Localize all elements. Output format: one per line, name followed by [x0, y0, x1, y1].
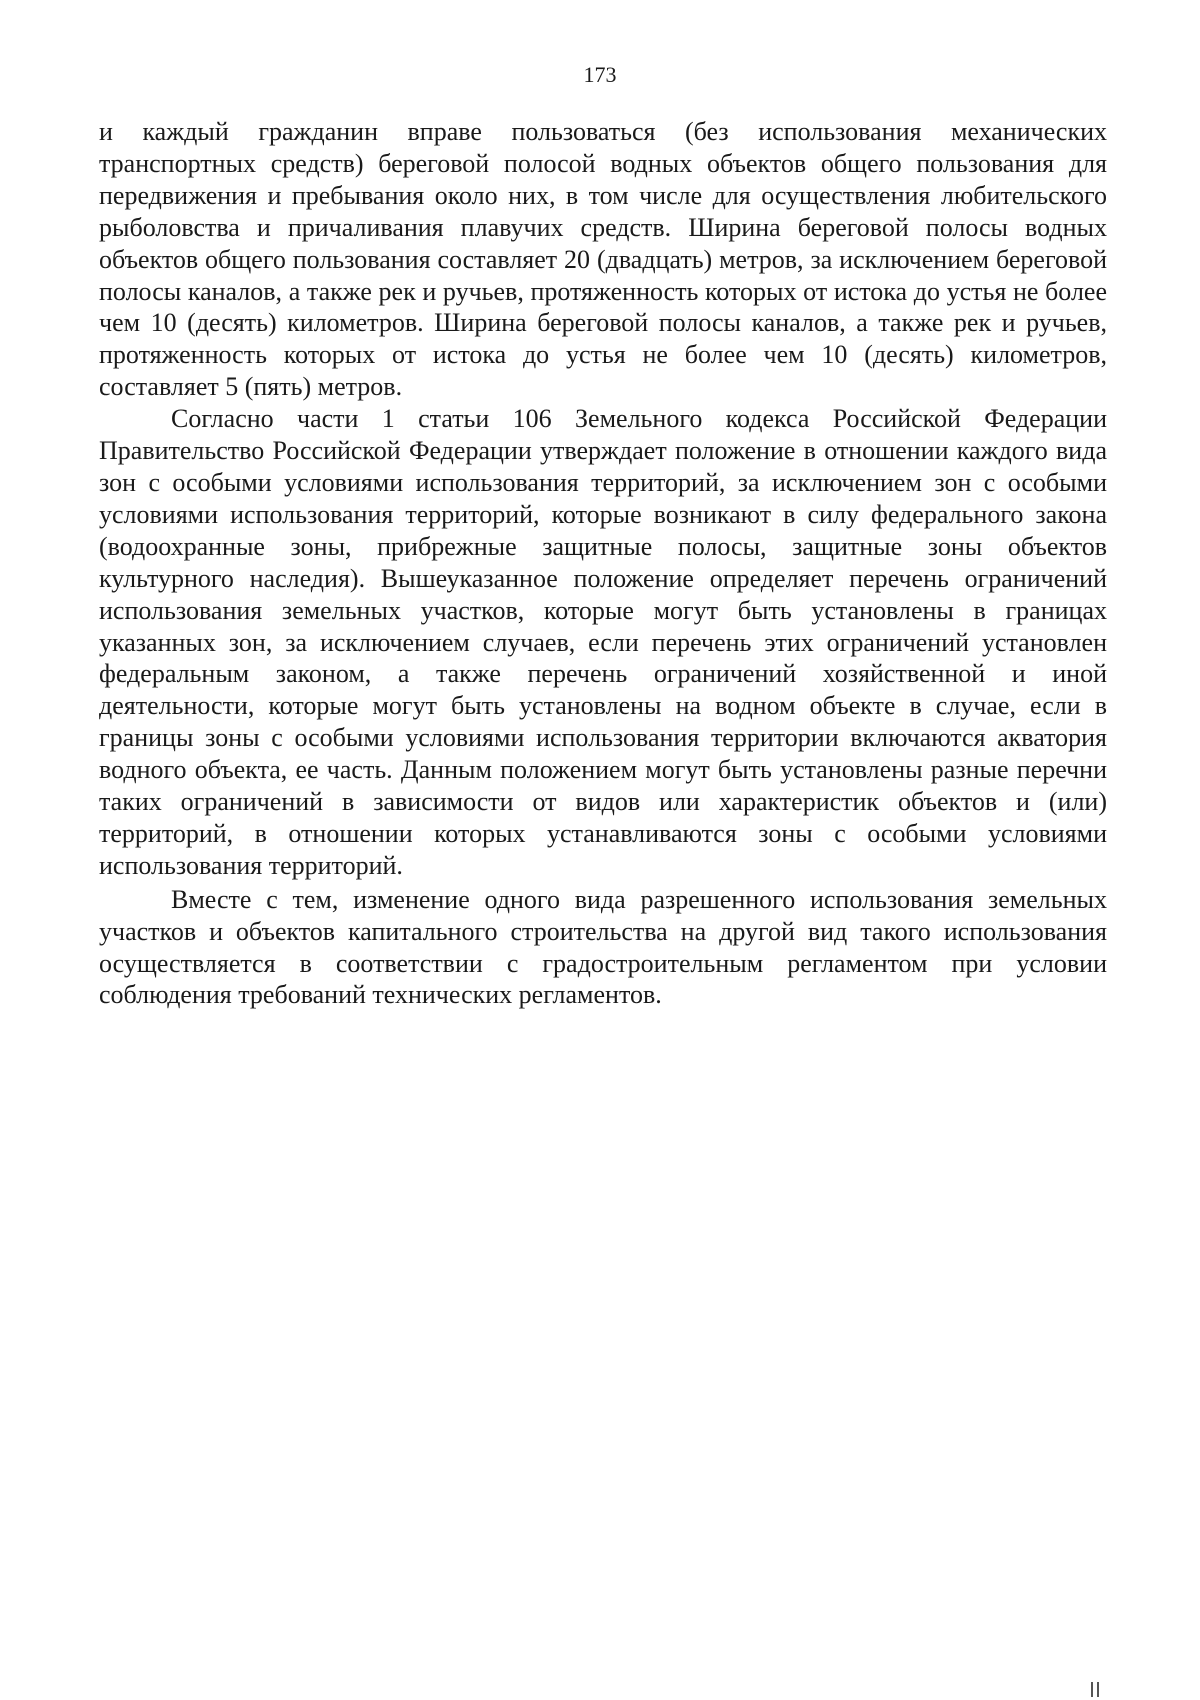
document-body	[99, 116, 1107, 1011]
paragraph-permitted-use: Вместе с тем, изменение одного вида разрешенного использования земельных участков и объектов капитального строительства на другой вид такого использования осуществляется в соответствии с градостроительным регламентом при условии соблюдения требований технических регламентов.	[99, 884, 1107, 1010]
scan-edge-marks	[1091, 1682, 1109, 1697]
page-number: 173	[583, 62, 617, 87]
paragraph-land-code: Согласно части 1 статьи 106 Земельного кодекса Российской Федерации Правительство Российской Федерации утверждает положение в отношении каждого вида зон с особыми условиями использования территорий, за исключением зон с особыми условиями использования территорий, которые возникают в силу федерального закона (водоохранные зоны, прибрежные защитные полосы, защитные зоны объектов культурного наследия). Вышеуказанное положение определяет перечень ограничений использования земельных участков, которые могут быть установлены в границах указанных зон, за исключением случаев, если перечень этих ограничений установлен федеральным законом, а также перечень ограничений хозяйственной и иной деятельности, которые могут быть установлены на водном объекте в случае, если в границы зоны с особыми условиями использования территории включаются акватория водного объекта, ее часть. Данным положением могут быть установлены разные перечни таких ограничений в зависимости от видов или характеристик объектов и (или) территорий, в отношении которых устанавливаются зоны с особыми условиями использования территорий.	[99, 404, 1107, 880]
paragraph-continuation: и каждый гражданин вправе пользоваться (без использования механических транспортных средств) береговой полосой водных объектов общего пользования для передвижения и пребывания около них, в том числе для осуществления любительского рыболовства и причаливания плавучих средств. Ширина береговой полосы водных объектов общего пользования составляет 20 (двадцать) метров, за исключением береговой полосы каналов, а также рек и ручьев, протяженность которых от истока до устья не более чем 10 (десять) километров. Ширина береговой полосы каналов, а также рек и ручьев, протяженность которых от истока до устья не более чем 10 (десять) километров, составляет 5 (пять) метров.	[99, 117, 1107, 402]
